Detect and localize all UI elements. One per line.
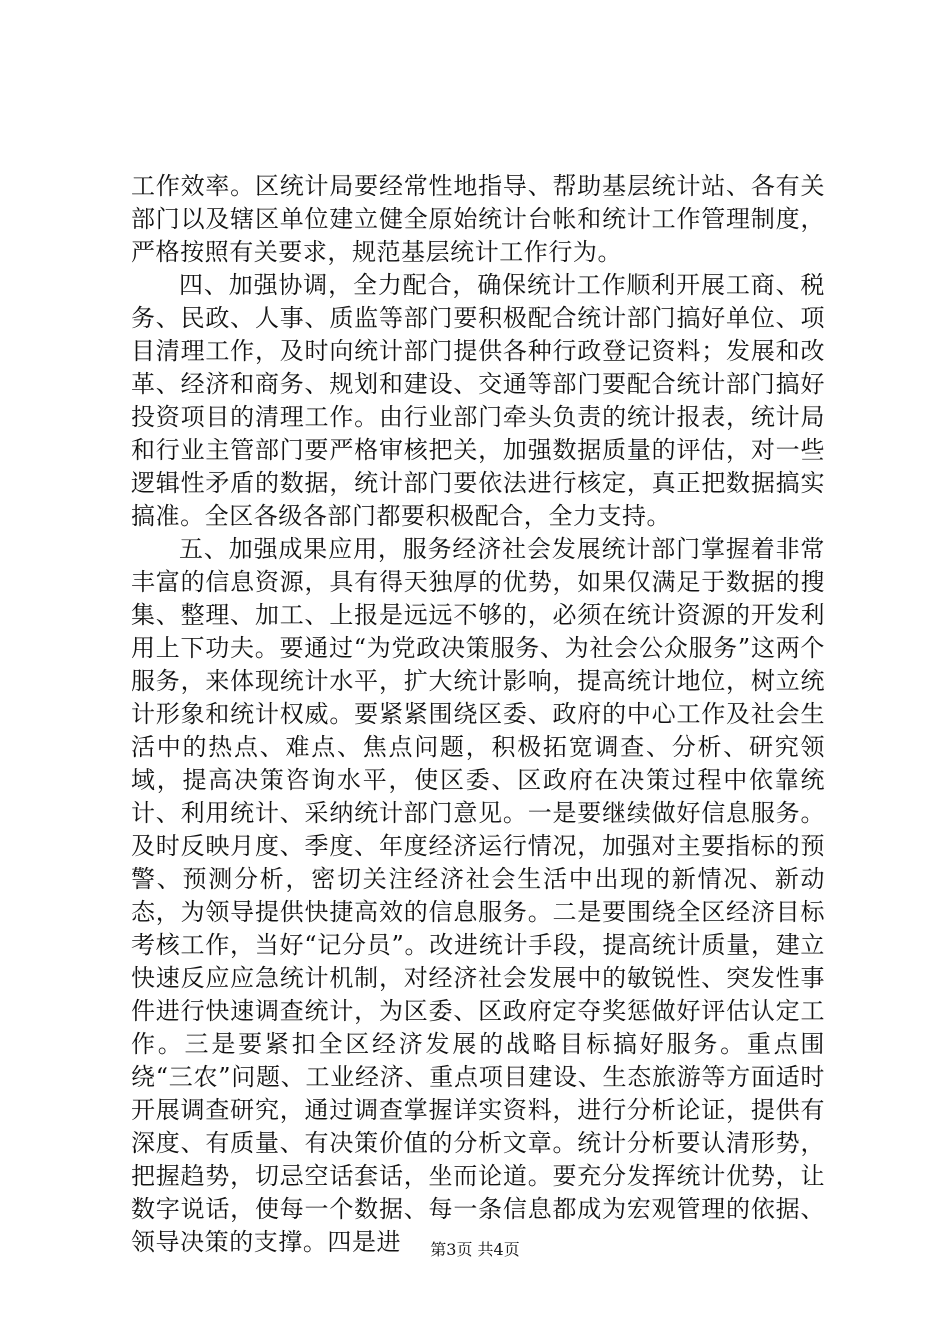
paragraph-continuation: 工作效率。区统计局要经常性地指导、帮助基层统计站、各有关部门以及辖区单位建立健全原始统计台帐和统计工作管理制度，严格按照有关要求，规范基层统计工作行为。 [131,172,825,266]
page-number-footer: 第3页 共4页 [430,1240,520,1259]
paragraph-section-four: 四、加强协调，全力配合，确保统计工作顺利开展工商、税务、民政、人事、质监等部门要积极配合统计部门搞好单位、项目清理工作，及时向统计部门提供各种行政登记资料；发展和改革、经济和商务、规划和建设、交通等部门要配合统计部门搞好投资项目的清理工作。由行业部门牵头负责的统计报表，统计局和行业主管部门要严格审核把关，加强数据质量的评估，对一些逻辑性矛盾的数据，统计部门要依法进行核定，真正把数据搞实搞准。全区各级各部门都要积极配合，全力支持。 [131,271,825,530]
document-body [131,170,825,1259]
paragraph-section-five: 五、加强成果应用，服务经济社会发展统计部门掌握着非常丰富的信息资源，具有得天独厚的优势，如果仅满足于数据的搜集、整理、加工、上报是远远不够的，必须在统计资源的开发利用上下功夫。要通过“为党政决策服务、为社会公众服务”这两个服务，来体现统计水平，扩大统计影响，提高统计地位，树立统计形象和统计权威。要紧紧围绕区委、政府的中心工作及社会生活中的热点、难点、焦点问题，积极拓宽调查、分析、研究领域，提高决策咨询水平，使区委、区政府在决策过程中依靠统计、利用统计、采纳统计部门意见。一是要继续做好信息服务。及时反映月度、季度、年度经济运行情况，加强对主要指标的预警、预测分析，密切关注经济社会生活中出现的新情况、新动态，为领导提供快捷高效的信息服务。二是要围绕全区经济目标考核工作，当好“记分员”。改进统计手段，提高统计质量，建立快速反应应急统计机制，对经济社会发展中的敏锐性、突发性事件进行快速调查统计，为区委、区政府定夺奖惩做好评估认定工作。三是要紧扣全区经济发展的战略目标搞好服务。重点围绕“三农”问题、工业经济、重点项目建设、生态旅游等方面适时开展调查研究，通过调查掌握详实资料，进行分析论证，提供有深度、有质量、有决策价值的分析文章。统计分析要认清形势，把握趋势，切忌空话套话，坐而论道。要充分发挥统计优势，让数字说话，使每一个数据、每一条信息都成为宏观管理的依据、领导决策的支撑。四是进 [131,535,825,1256]
